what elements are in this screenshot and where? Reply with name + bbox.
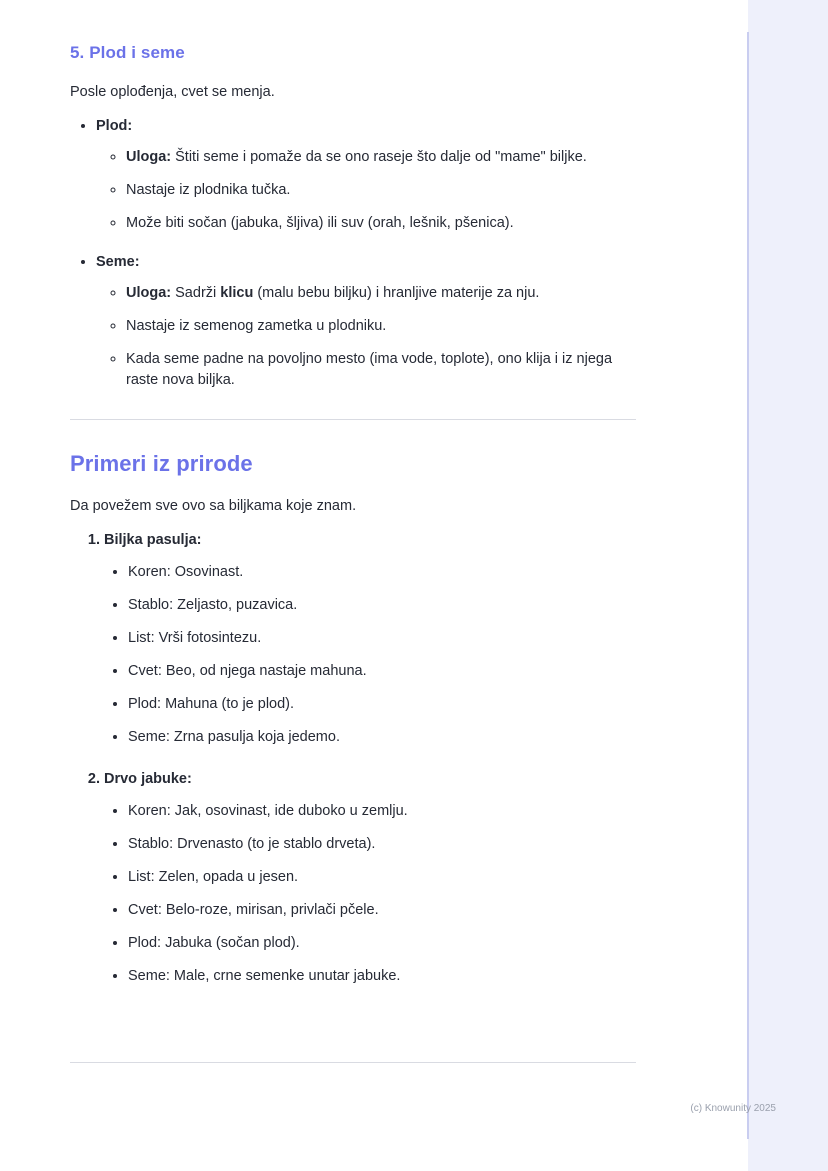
uloga-text-continued: (malu bebu biljku) i hranljive materije za nju. <box>253 285 540 301</box>
list-item: • Seme: Male, crne semenke unutar jabuke. <box>128 966 636 986</box>
list-item: • Koren: Osovinast. <box>128 562 636 582</box>
list-item-text: Nastaje iz plodnika tučka. <box>126 182 291 198</box>
seme-sublist <box>96 283 636 391</box>
list-item-text: Kada seme padne na povoljno mesto (ima vode, toplote), ono klija i iz njega raste nova biljka. <box>126 351 613 388</box>
list-item: • List: Zelen, opada u jesen. <box>128 867 636 887</box>
list-item: • Stablo: Zeljasto, puzavica. <box>128 595 636 615</box>
section-heading-primeri-iz-prirode: Primeri iz prirode <box>70 451 253 476</box>
plod-sublist <box>96 147 636 234</box>
example-title: Drvo jabuke: <box>104 771 192 787</box>
examples-numbered-list <box>70 530 636 986</box>
seme-label: Seme: <box>96 254 140 270</box>
list-item-seme <box>96 252 636 391</box>
list-item-text: Može biti sočan (jabuka, šljiva) ili suv (orah, lešnik, pšenica). <box>126 215 514 231</box>
plod-label: Plod: <box>96 118 133 134</box>
list-item: • Cvet: Belo-roze, mirisan, privlači pčele. <box>128 900 636 920</box>
list-item: • Koren: Jak, osovinast, ide duboko u zemlju. <box>128 801 636 821</box>
list-item: • Plod: Jabuka (sočan plod). <box>128 933 636 953</box>
list-item <box>126 147 636 168</box>
uloga-label: Uloga: <box>126 149 172 165</box>
list-item: • Plod: Mahuna (to je plod). <box>128 694 636 714</box>
right-side-panel <box>748 0 828 1171</box>
right-panel-divider <box>747 32 749 1139</box>
section-heading-plod-i-seme: 5. Plod i seme <box>70 43 185 62</box>
list-item <box>126 180 636 201</box>
section-divider <box>70 419 636 420</box>
copyright-notice: (c) Knowunity 2025 <box>690 1103 776 1114</box>
example-entry-biljka-pasulja <box>104 530 636 747</box>
list-item-plod <box>96 116 636 234</box>
list-item <box>126 213 636 234</box>
list-item: • Stablo: Drvenasto (to je stablo drveta). <box>128 834 636 854</box>
example-traits-list <box>104 562 636 747</box>
example-traits-list <box>104 801 636 986</box>
list-item-text: Nastaje iz semenog zametka u plodniku. <box>126 318 387 334</box>
list-item: • List: Vrši fotosintezu. <box>128 628 636 648</box>
list-item <box>126 283 636 304</box>
uloga-text: Sadrži <box>171 285 221 301</box>
document-content <box>70 0 636 1008</box>
klicu-emphasis: klicu <box>220 285 254 301</box>
list-item: • Cvet: Beo, od njega nastaje mahuna. <box>128 661 636 681</box>
list-item: • Seme: Zrna pasulja koja jedemo. <box>128 727 636 747</box>
example-title: Biljka pasulja: <box>104 532 202 548</box>
uloga-label: Uloga: <box>126 285 172 301</box>
footer-divider <box>70 1062 636 1063</box>
examples-intro-paragraph: Da povežem sve ovo sa biljkama koje znam. <box>70 498 357 514</box>
section-intro-paragraph: Posle oplođenja, cvet se menja. <box>70 84 275 100</box>
uloga-text: Štiti seme i pomaže da se ono raseje što dalje od "mame" biljke. <box>171 149 587 165</box>
list-item <box>126 349 636 391</box>
plod-seme-list <box>70 116 636 391</box>
list-item <box>126 316 636 337</box>
example-entry-drvo-jabuke <box>104 769 636 986</box>
